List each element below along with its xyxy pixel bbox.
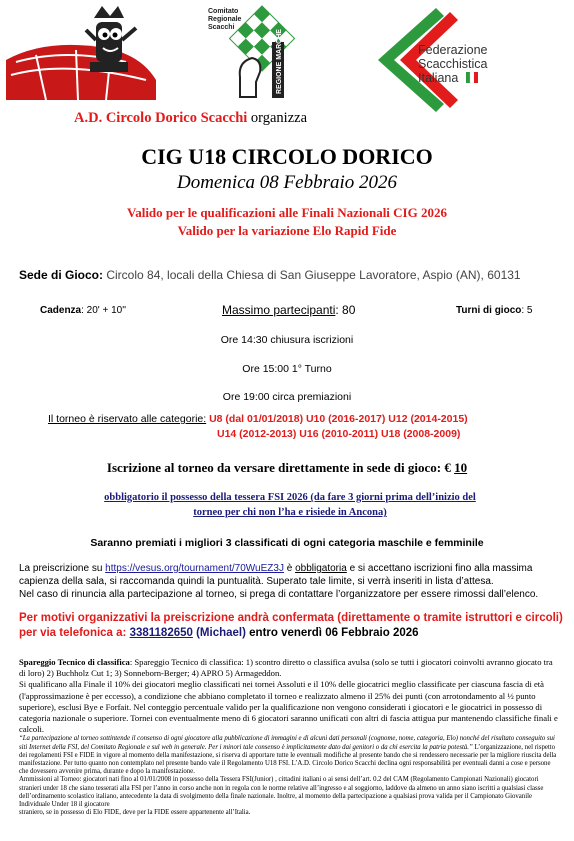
withdrawal-text: Nel caso di rinuncia alla partecipazione al torneo, si prega di contattare l’organizzatore per essere rimossi dall’elenco. xyxy=(19,589,539,600)
categories-list-1: U8 (dal 01/01/2018) U10 (2016-2017) U12 (2014-2015) xyxy=(206,413,468,425)
categories-list-2: U14 (2012-2013) U16 (2010-2011) U18 (2008-2009) xyxy=(217,428,461,440)
organization-text: L’organizzazione, nel rispetto dei regolamenti FSI e FIDE in vigore al momento della manifestazione, si riserva di apportare tutte le eventuali modifiche al presente bando che si rendessero necessarie per la migliore riuscita della manifestazione. Per tutto quanto non contemplato nel presente bando vale il Regolamento U18 FSI. L’A.D. Circolo Dorico Scacchi declina ogni responsabilità per eventuali danni a cose e persone che dovessero avvenire prima, durante e dopo la manifestazione. xyxy=(19,743,557,776)
cadenza xyxy=(40,305,126,316)
categories-line-1 xyxy=(48,413,468,425)
prereg-text: è xyxy=(283,563,296,574)
svg-text:Scacchi: Scacchi xyxy=(208,24,235,31)
event-date: Domenica 08 Febbraio 2026 xyxy=(176,172,398,193)
confirmation-paragraph xyxy=(19,611,564,641)
phone-link[interactable]: 3381182650 xyxy=(129,627,193,639)
page-title: CIG U18 CIRCOLO DORICO xyxy=(141,144,433,169)
fsi-text-2: Scacchistica xyxy=(418,57,488,71)
svg-text:REGIONE MARCHE: REGIONE MARCHE xyxy=(276,29,283,94)
categories-label: Il torneo è riservato alle categorie: xyxy=(48,413,207,425)
fsi-card-requirement xyxy=(40,490,540,520)
validity-line-1: Valido per le qualificazioni alle Finali Nazionali CIG 2026 xyxy=(127,205,447,220)
entry-fee-text: Iscrizione al torneo da versare direttamente in sede di gioco: € xyxy=(106,460,455,475)
foreign-player-line: straniero, se in possesso di Elo FIDE, deve per la FIDE essere appartenente all’Italia. xyxy=(19,809,251,817)
organizer-name: A.D. Circolo Dorico Scacchi xyxy=(74,110,248,126)
regional-committee-logo xyxy=(200,2,310,102)
rounds-label: Turni di gioco xyxy=(456,305,522,316)
cadenza-label: Cadenza xyxy=(40,305,82,316)
venue-value: Circolo 84, locali della Chiesa di San Giuseppe Lavoratore, Aspio (AN), 60131 xyxy=(103,268,521,282)
preregistration-paragraph xyxy=(19,562,564,601)
svg-text:Comitato: Comitato xyxy=(208,8,239,15)
admissions-paragraph: Ammissioni al Torneo: giocatori nati fino al 01/01/2008 in possesso della Tessera FSI(Junior) , cittadini italiani o ai sensi dell’art. 0.2 del CAM (Regolamento Campionati Nazionali) giocatori stranieri under 18 che siano tesserati alla FSI per l’anno in corso anche non in regola con le norme relative all’ingresso e al soggiorno, laddove da almeno un anno siano iscritti a qualsiasi classe dell’ordinamento scolastico italiano, antecedente la data di svolgimento della finale nazionale. Inoltre, al momento della partecipazione a qualsiasi prova valida per il Campionato Giovanile Individuale Under 18 il giocatore xyxy=(19,776,544,809)
schedule-item: Ore 14:30 chiusura iscrizioni xyxy=(220,334,354,346)
fsi-logo xyxy=(378,8,523,116)
confirmation-text: Per motivi organizzativi la preiscrizione andrà confermata (direttamente o tramite istruttori e circoli) per via telefonica a: xyxy=(19,612,563,639)
tiebreak-paragraph xyxy=(19,657,559,679)
prizes-line: Saranno premiati i migliori 3 classificati di ogni categoria maschile e femminile xyxy=(90,537,484,549)
tiebreak-label: Spareggio Tecnico di classifica xyxy=(19,657,130,667)
tiebreak-text: : Spareggio Tecnico di classifica: 1) scontro diretto o classifica avulsa (solo se tutti i giocatori coinvolti avranno giocato tra di loro) 2) Buchholz Cut 1; 3) Sonneborn-Berger; 4) APRO 5) Armageddon. xyxy=(19,657,553,679)
max-participants xyxy=(222,303,355,317)
regulations-block xyxy=(19,657,559,817)
max-value: : 80 xyxy=(335,303,356,317)
club-logo xyxy=(6,0,156,100)
privacy-paragraph xyxy=(19,735,559,776)
rounds-value: : 5 xyxy=(521,305,533,316)
rounds xyxy=(456,305,533,316)
fsi-text-1: Federazione xyxy=(418,43,488,57)
validity-line-2: Valido per la variazione Elo Rapid Fide xyxy=(177,223,397,238)
prereg-text: La preiscrizione su xyxy=(19,563,106,574)
venue-line xyxy=(19,268,521,282)
privacy-text: “La partecipazione al torneo sottintende il consenso di ogni giocatore alla pubblicazione di immagini e di alcuni dati personali (cognome, nome, categoria, Elo) nonché del risultato conseguito sui siti Internet della FSI, del Comitato Regionale e sul web in generale. Per i minori tale consenso è implicitamente dato dai genitori o da chi esercita la patria potestà.” xyxy=(19,735,555,751)
qualification-paragraph: Si qualificano alla Finale il 10% dei giocatori meglio classificati nei tornei Assoluti e il 10% delle giocatrici meglio classificate per ciascuna fascia di età (l'approssimazione è per eccesso), a condizione che abbiano completato il torneo e realizzato almeno il 25% dei punti (con arrotondamento al ½ punto superiore), esclusi Bye e Forfait. Nel conteggio percentuale valido per la qualificazione non vengono considerati i giocatori e le giocatrici in possesso di categoria nazionale o superiore. Tornei con eventualmente meno di 6 giocatori saranno unificati con altri di fascia attigua pur mantenendo classifiche finali e calcoli. xyxy=(19,679,558,735)
confirmation-deadline: entro venerdì 06 Febbraio 2026 xyxy=(245,627,419,639)
schedule-item: Ore 15:00 1° Turno xyxy=(242,363,332,375)
schedule-item: Ore 19:00 circa premiazioni xyxy=(222,391,352,403)
contact-name: (Michael) xyxy=(192,627,246,639)
cadenza-value: : 20' + 10'' xyxy=(81,305,127,316)
fsi-text-3: Italiana xyxy=(418,71,459,85)
fsi-requirement-line-1: obbligatorio il possesso della tessera FSI 2026 (da fare 3 giorni prima dell’inizio del xyxy=(104,492,476,503)
venue-label: Sede di Gioco: xyxy=(19,268,104,282)
prereg-text: e si accettano iscrizioni fino alla massima capienza della sala, si raccomanda quindi la puntualità. Superato tale limite, si verrà inseriti in lista d’attesa. xyxy=(19,563,533,587)
organizer-line xyxy=(74,110,307,127)
fsi-requirement-line-2: torneo per chi non l’ha e risiede in Ancona) xyxy=(193,507,387,518)
svg-text:Regionale: Regionale xyxy=(208,16,242,23)
vesus-link[interactable]: https://vesus.org/tournament/70WuEZ3J xyxy=(105,563,284,574)
mandatory-word: obbligatoria xyxy=(295,563,347,574)
max-label: Massimo partecipanti xyxy=(222,303,336,317)
entry-fee-amount: 10 xyxy=(454,460,468,475)
entry-fee-line xyxy=(0,460,574,476)
organizer-suffix: organizza xyxy=(247,110,308,126)
